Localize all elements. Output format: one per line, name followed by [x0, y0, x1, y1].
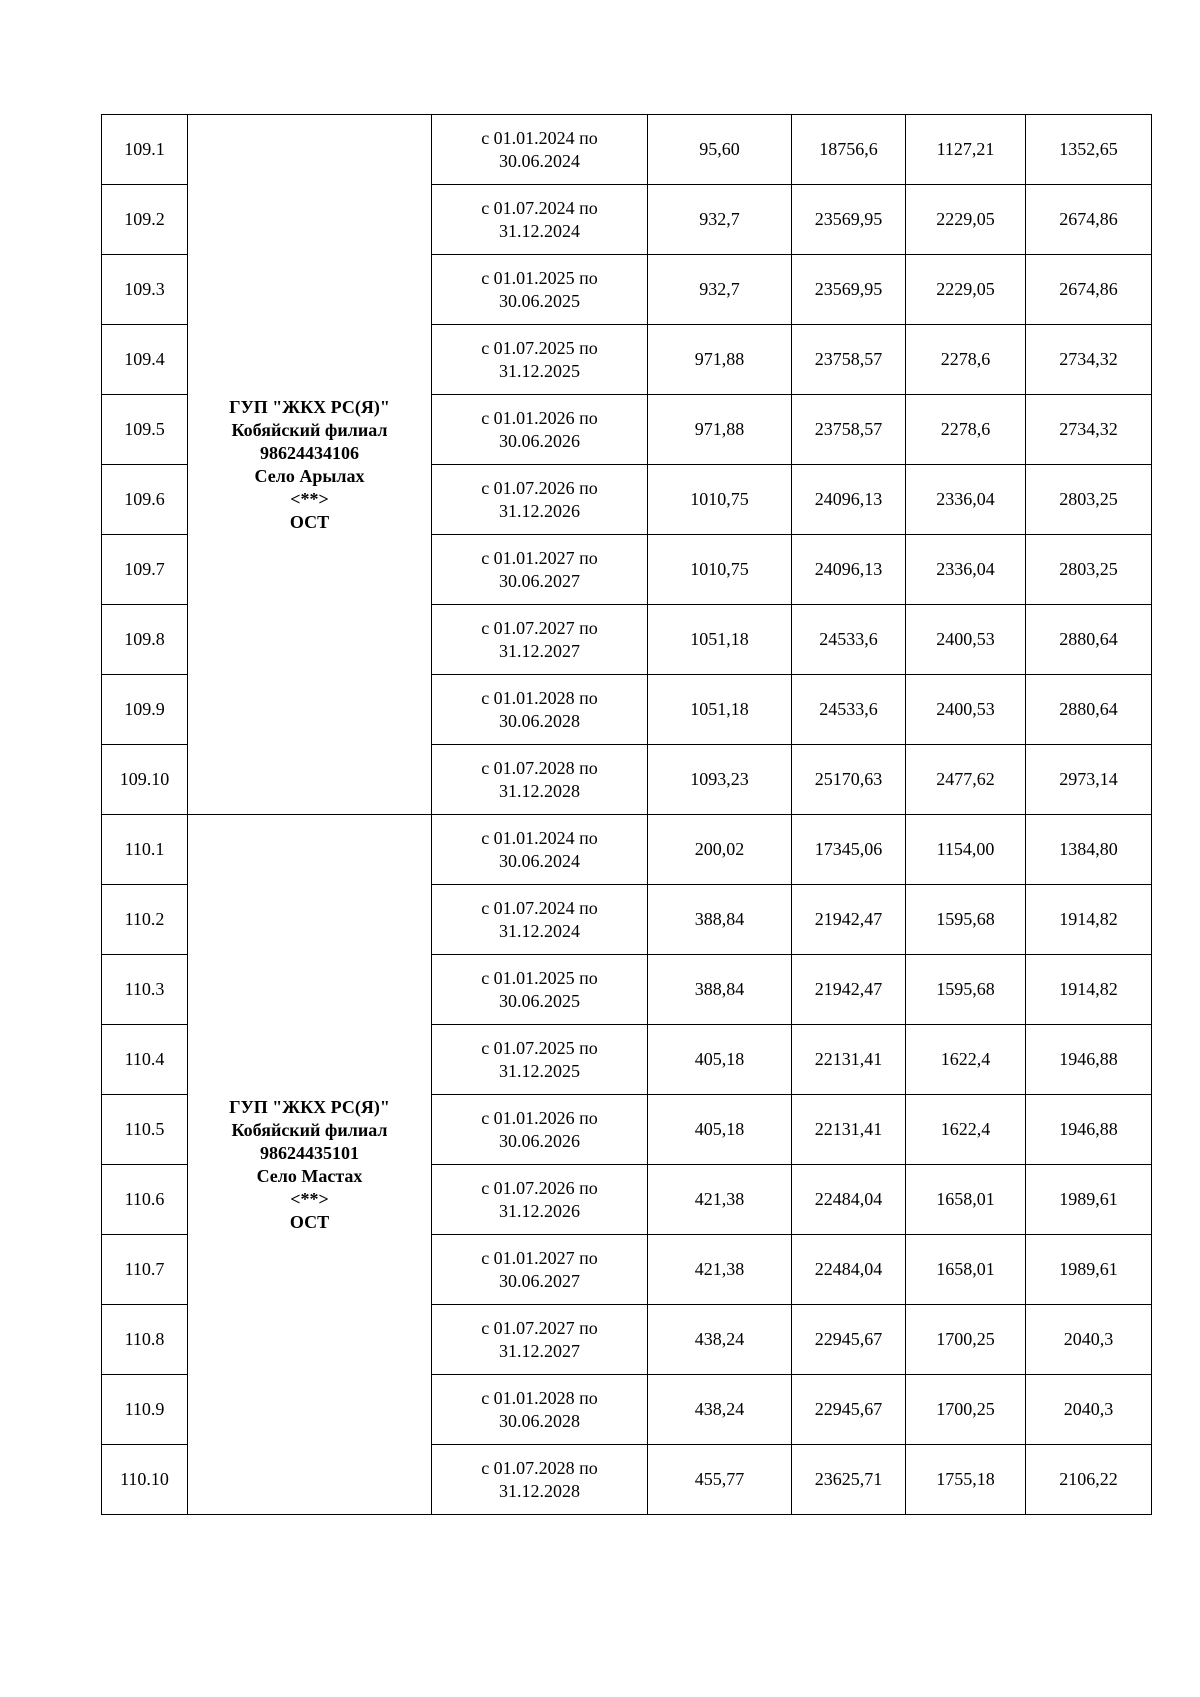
- period-to: 31.12.2025: [499, 1060, 580, 1081]
- value-cell-4: 1352,65: [1026, 115, 1152, 185]
- row-number-cell: 109.2: [102, 185, 188, 255]
- period-from: с 01.07.2028 по: [481, 1457, 598, 1478]
- period-cell: [432, 885, 648, 955]
- value-cell-1: 405,18: [648, 1025, 792, 1095]
- period-cell: [432, 955, 648, 1025]
- row-number-cell: 109.8: [102, 605, 188, 675]
- value-cell-3: 2477,62: [906, 745, 1026, 815]
- value-cell-3: 1154,00: [906, 815, 1026, 885]
- period-to: 31.12.2027: [499, 1340, 580, 1361]
- value-cell-3: 2229,05: [906, 185, 1026, 255]
- value-cell-1: 932,7: [648, 255, 792, 325]
- period-from: с 01.07.2027 по: [481, 617, 598, 638]
- value-cell-4: 2674,86: [1026, 255, 1152, 325]
- value-cell-2: 24533,6: [792, 605, 906, 675]
- row-number-cell: 110.2: [102, 885, 188, 955]
- value-cell-1: 1051,18: [648, 605, 792, 675]
- value-cell-1: 438,24: [648, 1375, 792, 1445]
- row-number-cell: 110.8: [102, 1305, 188, 1375]
- value-cell-3: 2336,04: [906, 535, 1026, 605]
- period-to: 31.12.2028: [499, 780, 580, 801]
- period-cell: [432, 255, 648, 325]
- period-from: с 01.07.2024 по: [481, 197, 598, 218]
- value-cell-3: 2229,05: [906, 255, 1026, 325]
- period-cell: [432, 325, 648, 395]
- value-cell-4: 2734,32: [1026, 395, 1152, 465]
- value-cell-4: 2803,25: [1026, 535, 1152, 605]
- period-cell: [432, 815, 648, 885]
- row-number-cell: 110.1: [102, 815, 188, 885]
- period-from: с 01.07.2026 по: [481, 1177, 598, 1198]
- value-cell-3: 2400,53: [906, 675, 1026, 745]
- value-cell-1: 388,84: [648, 885, 792, 955]
- value-cell-2: 22131,41: [792, 1095, 906, 1165]
- period-to: 30.06.2026: [499, 430, 580, 451]
- period-from: с 01.01.2027 по: [481, 1247, 598, 1268]
- value-cell-3: 2336,04: [906, 465, 1026, 535]
- period-to: 30.06.2026: [499, 1130, 580, 1151]
- value-cell-1: 1093,23: [648, 745, 792, 815]
- period-to: 30.06.2025: [499, 290, 580, 311]
- tariff-table: [101, 114, 1152, 1515]
- value-cell-2: 22945,67: [792, 1375, 906, 1445]
- value-cell-4: 1989,61: [1026, 1235, 1152, 1305]
- period-cell: [432, 185, 648, 255]
- row-number-cell: 110.9: [102, 1375, 188, 1445]
- period-to: 31.12.2024: [499, 220, 580, 241]
- period-to: 30.06.2028: [499, 710, 580, 731]
- value-cell-2: 23758,57: [792, 325, 906, 395]
- period-cell: [432, 605, 648, 675]
- organization-line: Кобяйский филиал: [231, 419, 388, 440]
- period-from: с 01.07.2026 по: [481, 477, 598, 498]
- period-from: с 01.07.2028 по: [481, 757, 598, 778]
- value-cell-1: 95,60: [648, 115, 792, 185]
- period-cell: [432, 1165, 648, 1235]
- period-to: 30.06.2024: [499, 850, 580, 871]
- value-cell-2: 25170,63: [792, 745, 906, 815]
- value-cell-3: 1700,25: [906, 1305, 1026, 1375]
- value-cell-1: 455,77: [648, 1445, 792, 1515]
- value-cell-1: 200,02: [648, 815, 792, 885]
- row-number-cell: 109.1: [102, 115, 188, 185]
- value-cell-4: 1384,80: [1026, 815, 1152, 885]
- period-cell: [432, 535, 648, 605]
- period-to: 30.06.2028: [499, 1410, 580, 1431]
- period-cell: [432, 1235, 648, 1305]
- table-row: [102, 815, 1152, 885]
- table-row: [102, 115, 1152, 185]
- organization-line: 98624435101: [260, 1142, 359, 1163]
- value-cell-3: 1595,68: [906, 955, 1026, 1025]
- period-from: с 01.01.2028 по: [481, 1387, 598, 1408]
- row-number-cell: 110.6: [102, 1165, 188, 1235]
- organization-line: ГУП "ЖКХ РС(Я)": [229, 396, 390, 417]
- period-cell: [432, 1025, 648, 1095]
- period-to: 30.06.2025: [499, 990, 580, 1011]
- organization-line: <**>: [290, 1188, 329, 1209]
- period-to: 31.12.2026: [499, 1200, 580, 1221]
- value-cell-2: 24096,13: [792, 535, 906, 605]
- period-cell: [432, 465, 648, 535]
- value-cell-3: 2278,6: [906, 395, 1026, 465]
- organization-line: Село Арылах: [254, 465, 365, 486]
- value-cell-4: 2040,3: [1026, 1305, 1152, 1375]
- value-cell-1: 405,18: [648, 1095, 792, 1165]
- value-cell-2: 23758,57: [792, 395, 906, 465]
- row-number-cell: 109.10: [102, 745, 188, 815]
- value-cell-3: 2400,53: [906, 605, 1026, 675]
- row-number-cell: 110.10: [102, 1445, 188, 1515]
- value-cell-3: 1658,01: [906, 1235, 1026, 1305]
- organization-cell: [188, 815, 432, 1515]
- value-cell-2: 21942,47: [792, 955, 906, 1025]
- value-cell-2: 23625,71: [792, 1445, 906, 1515]
- value-cell-4: 1946,88: [1026, 1025, 1152, 1095]
- period-to: 31.12.2026: [499, 500, 580, 521]
- row-number-cell: 109.6: [102, 465, 188, 535]
- period-cell: [432, 1445, 648, 1515]
- value-cell-3: 1595,68: [906, 885, 1026, 955]
- period-to: 30.06.2027: [499, 1270, 580, 1291]
- value-cell-3: 1700,25: [906, 1375, 1026, 1445]
- value-cell-1: 421,38: [648, 1165, 792, 1235]
- row-number-cell: 110.3: [102, 955, 188, 1025]
- period-to: 30.06.2027: [499, 570, 580, 591]
- value-cell-4: 1946,88: [1026, 1095, 1152, 1165]
- period-cell: [432, 675, 648, 745]
- value-cell-1: 421,38: [648, 1235, 792, 1305]
- value-cell-4: 2734,32: [1026, 325, 1152, 395]
- period-cell: [432, 745, 648, 815]
- value-cell-4: 2880,64: [1026, 605, 1152, 675]
- value-cell-3: 1622,4: [906, 1025, 1026, 1095]
- period-from: с 01.01.2025 по: [481, 967, 598, 988]
- value-cell-2: 24533,6: [792, 675, 906, 745]
- period-to: 31.12.2027: [499, 640, 580, 661]
- period-cell: [432, 1375, 648, 1445]
- value-cell-2: 21942,47: [792, 885, 906, 955]
- value-cell-1: 932,7: [648, 185, 792, 255]
- value-cell-2: 22484,04: [792, 1165, 906, 1235]
- value-cell-4: 2880,64: [1026, 675, 1152, 745]
- value-cell-1: 388,84: [648, 955, 792, 1025]
- value-cell-4: 2803,25: [1026, 465, 1152, 535]
- period-to: 31.12.2028: [499, 1480, 580, 1501]
- period-to: 31.12.2025: [499, 360, 580, 381]
- value-cell-4: 2674,86: [1026, 185, 1152, 255]
- organization-line: ГУП "ЖКХ РС(Я)": [229, 1096, 390, 1117]
- value-cell-1: 438,24: [648, 1305, 792, 1375]
- period-cell: [432, 1305, 648, 1375]
- row-number-cell: 109.7: [102, 535, 188, 605]
- value-cell-1: 1010,75: [648, 535, 792, 605]
- row-number-cell: 110.5: [102, 1095, 188, 1165]
- value-cell-1: 971,88: [648, 325, 792, 395]
- organization-line: ОСТ: [289, 1211, 330, 1232]
- organization-line: 98624434106: [260, 442, 359, 463]
- period-cell: [432, 115, 648, 185]
- value-cell-4: 1914,82: [1026, 885, 1152, 955]
- value-cell-2: 22945,67: [792, 1305, 906, 1375]
- period-from: с 01.01.2026 по: [481, 1107, 598, 1128]
- row-number-cell: 109.3: [102, 255, 188, 325]
- value-cell-2: 23569,95: [792, 185, 906, 255]
- value-cell-4: 2973,14: [1026, 745, 1152, 815]
- period-from: с 01.01.2026 по: [481, 407, 598, 428]
- period-cell: [432, 395, 648, 465]
- value-cell-3: 1622,4: [906, 1095, 1026, 1165]
- organization-line: Село Мастах: [256, 1165, 363, 1186]
- period-from: с 01.07.2025 по: [481, 1037, 598, 1058]
- value-cell-2: 23569,95: [792, 255, 906, 325]
- value-cell-2: 18756,6: [792, 115, 906, 185]
- value-cell-1: 971,88: [648, 395, 792, 465]
- value-cell-2: 22484,04: [792, 1235, 906, 1305]
- period-from: с 01.01.2025 по: [481, 267, 598, 288]
- period-from: с 01.07.2024 по: [481, 897, 598, 918]
- period-to: 31.12.2024: [499, 920, 580, 941]
- value-cell-1: 1051,18: [648, 675, 792, 745]
- row-number-cell: 110.4: [102, 1025, 188, 1095]
- row-number-cell: 110.7: [102, 1235, 188, 1305]
- period-from: с 01.01.2024 по: [481, 127, 598, 148]
- value-cell-3: 1755,18: [906, 1445, 1026, 1515]
- value-cell-2: 17345,06: [792, 815, 906, 885]
- value-cell-4: 2040,3: [1026, 1375, 1152, 1445]
- period-from: с 01.01.2028 по: [481, 687, 598, 708]
- period-from: с 01.01.2024 по: [481, 827, 598, 848]
- organization-line: <**>: [290, 488, 329, 509]
- value-cell-2: 22131,41: [792, 1025, 906, 1095]
- organization-line: Кобяйский филиал: [231, 1119, 388, 1140]
- row-number-cell: 109.4: [102, 325, 188, 395]
- row-number-cell: 109.9: [102, 675, 188, 745]
- value-cell-3: 1127,21: [906, 115, 1026, 185]
- value-cell-4: 1989,61: [1026, 1165, 1152, 1235]
- value-cell-2: 24096,13: [792, 465, 906, 535]
- organization-line: ОСТ: [289, 511, 330, 532]
- value-cell-4: 2106,22: [1026, 1445, 1152, 1515]
- value-cell-3: 2278,6: [906, 325, 1026, 395]
- tariff-table-body: [102, 115, 1152, 1515]
- value-cell-4: 1914,82: [1026, 955, 1152, 1025]
- value-cell-1: 1010,75: [648, 465, 792, 535]
- period-from: с 01.07.2025 по: [481, 337, 598, 358]
- period-to: 30.06.2024: [499, 150, 580, 171]
- period-from: с 01.07.2027 по: [481, 1317, 598, 1338]
- organization-cell: [188, 115, 432, 815]
- row-number-cell: 109.5: [102, 395, 188, 465]
- value-cell-3: 1658,01: [906, 1165, 1026, 1235]
- period-cell: [432, 1095, 648, 1165]
- period-from: с 01.01.2027 по: [481, 547, 598, 568]
